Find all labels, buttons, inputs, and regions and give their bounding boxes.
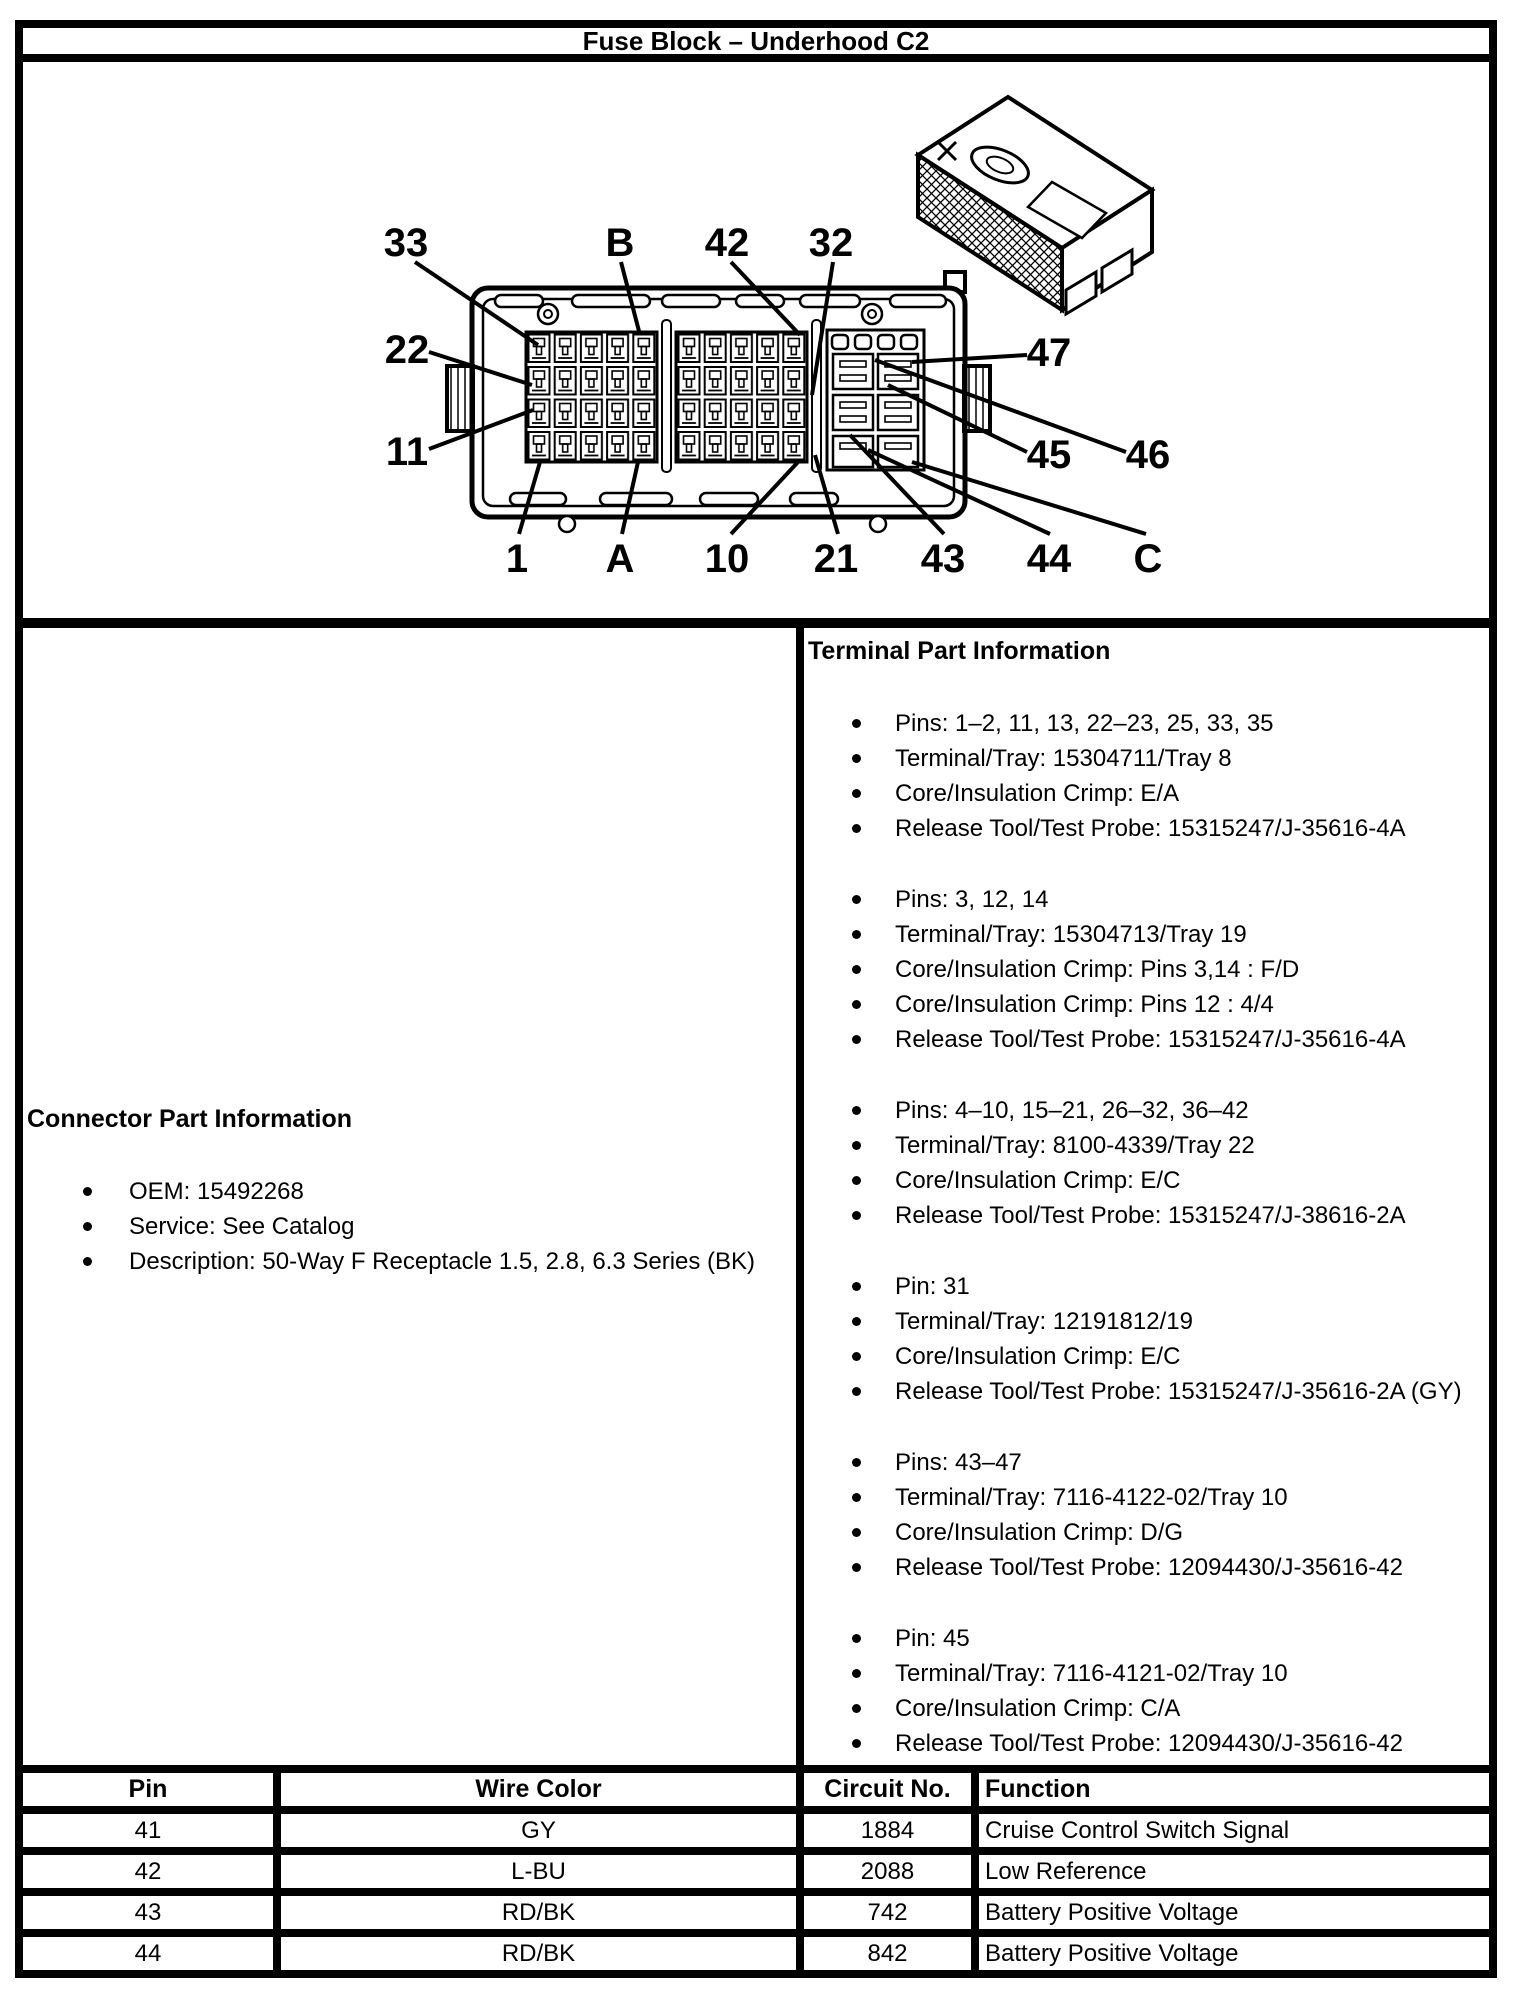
callout-label-44: 44 <box>1026 537 1072 581</box>
bullet-item <box>808 987 1489 1022</box>
column-header-function: Function <box>985 1775 1091 1803</box>
bullet-item <box>808 1128 1489 1163</box>
bullet-item <box>808 776 1489 811</box>
bullet-text: Terminal/Tray: 7116-4121-02/Tray 10 <box>895 1659 1288 1687</box>
bullet-item <box>808 1726 1489 1761</box>
bullet-item <box>808 1515 1489 1550</box>
callout-label-42: 42 <box>704 221 750 265</box>
bullet-text: Terminal/Tray: 7116-4122-02/Tray 10 <box>895 1483 1288 1511</box>
bullet-item <box>808 1093 1489 1128</box>
bullet-text: Core/Insulation Crimp: D/G <box>895 1518 1184 1546</box>
bullet-text: Pins: 4–10, 15–21, 26–32, 36–42 <box>895 1096 1249 1124</box>
bullet-text: Core/Insulation Crimp: E/C <box>895 1166 1181 1194</box>
manual-page <box>15 20 1497 1978</box>
bullet-item <box>808 1445 1489 1480</box>
bullet-text: Release Tool/Test Probe: 15315247/J-35616-4A <box>895 1025 1406 1053</box>
bullet-icon <box>852 824 861 833</box>
wire-color-cell: GY <box>281 1814 804 1847</box>
bullet-item <box>808 1480 1489 1515</box>
pin-cell: 44 <box>23 1937 281 1970</box>
bullet-text: Release Tool/Test Probe: 12094430/J-35616-42 <box>895 1729 1403 1757</box>
column-header-pin: Pin <box>23 1773 281 1806</box>
bullet-text: Release Tool/Test Probe: 15315247/J-38616-2A <box>895 1201 1406 1229</box>
bullet-text: Description: 50-Way F Receptacle 1.5, 2.8, 6.3 Series (BK) <box>129 1247 756 1275</box>
bullet-item <box>808 1621 1489 1656</box>
circuit-no-cell: 2088 <box>804 1855 979 1888</box>
bullet-text: Terminal/Tray: 15304711/Tray 8 <box>895 744 1232 772</box>
callout-label-22: 22 <box>384 328 430 372</box>
circuit-no-cell: 842 <box>804 1937 979 1970</box>
bullet-icon <box>852 930 861 939</box>
bullet-icon <box>852 1387 861 1396</box>
bullet-icon <box>852 1106 861 1115</box>
bullet-text: Core/Insulation Crimp: E/C <box>895 1342 1181 1370</box>
function-cell: Battery Positive Voltage <box>985 1939 1239 1967</box>
bullet-item <box>808 1198 1489 1233</box>
bullet-icon <box>852 1282 861 1291</box>
callout-label-10: 10 <box>704 537 750 581</box>
bullet-icon <box>852 1035 861 1044</box>
bullet-text: Pins: 43–47 <box>895 1448 1022 1476</box>
bullet-icon <box>852 1176 861 1185</box>
callout-label-a: A <box>605 537 635 581</box>
bullet-item <box>27 1174 796 1209</box>
callout-label-1: 1 <box>505 537 529 581</box>
table-row <box>23 1937 1489 1970</box>
bullet-item <box>27 1209 796 1244</box>
diagram-cell <box>23 62 1489 628</box>
terminal-group-6 <box>808 1621 1489 1761</box>
bullet-text: Terminal/Tray: 8100-4339/Tray 22 <box>895 1131 1255 1159</box>
bullet-text: Core/Insulation Crimp: C/A <box>895 1694 1181 1722</box>
bullet-item <box>808 917 1489 952</box>
callout-label-c: C <box>1133 537 1163 581</box>
bullet-text: Core/Insulation Crimp: Pins 3,14 : F/D <box>895 955 1300 983</box>
info-row <box>23 628 1489 1773</box>
bullet-text: Service: See Catalog <box>129 1212 355 1240</box>
callout-label-46: 46 <box>1125 433 1171 477</box>
circuit-no-cell: 1884 <box>804 1814 979 1847</box>
bullet-icon <box>852 1352 861 1361</box>
wire-color-cell: L-BU <box>281 1855 804 1888</box>
terminal-info-heading: Terminal Part Information <box>808 637 1111 665</box>
bullet-icon <box>852 1493 861 1502</box>
bullet-icon <box>852 1211 861 1220</box>
bullet-text: OEM: 15492268 <box>129 1177 304 1205</box>
callout-label-33: 33 <box>383 221 429 265</box>
bullet-item <box>808 1691 1489 1726</box>
bullet-icon <box>852 1458 861 1467</box>
wire-color-cell: RD/BK <box>281 1937 804 1970</box>
bullet-icon <box>83 1257 92 1266</box>
bullet-icon <box>852 1634 861 1643</box>
bullet-icon <box>852 1563 861 1572</box>
bullet-item <box>808 1163 1489 1198</box>
callout-label-32: 32 <box>808 221 854 265</box>
bullet-icon <box>852 1528 861 1537</box>
bullet-item <box>808 811 1489 846</box>
bullet-text: Pins: 3, 12, 14 <box>895 885 1049 913</box>
bullet-icon <box>852 1000 861 1009</box>
bullet-icon <box>852 754 861 763</box>
pin-cell: 43 <box>23 1896 281 1929</box>
bullet-item <box>808 952 1489 987</box>
pin-cell: 42 <box>23 1855 281 1888</box>
terminal-info-section <box>804 628 1489 1765</box>
pin-cell: 41 <box>23 1814 281 1847</box>
function-cell: Low Reference <box>985 1857 1147 1885</box>
terminal-group-4 <box>808 1269 1489 1409</box>
bullet-icon <box>83 1187 92 1196</box>
table-row <box>23 1855 1489 1896</box>
terminal-group-1 <box>808 706 1489 846</box>
bullet-item <box>808 1656 1489 1691</box>
column-header-wire-color: Wire Color <box>281 1773 804 1806</box>
callout-label-b: B <box>605 221 635 265</box>
callout-label-45: 45 <box>1026 433 1072 477</box>
terminal-group-5 <box>808 1445 1489 1585</box>
callout-label-47: 47 <box>1026 331 1072 375</box>
bullet-item <box>808 1304 1489 1339</box>
bullet-item <box>808 1550 1489 1585</box>
bullet-item <box>808 1269 1489 1304</box>
connector-info-heading: Connector Part Information <box>27 1105 353 1133</box>
bullet-icon <box>852 1739 861 1748</box>
bullet-text: Pins: 1–2, 11, 13, 22–23, 25, 33, 35 <box>895 709 1274 737</box>
callout-label-43: 43 <box>920 537 966 581</box>
table-row <box>23 1814 1489 1855</box>
callout-label-21: 21 <box>813 537 859 581</box>
table-header-row <box>23 1773 1489 1814</box>
callout-label-11: 11 <box>385 430 429 474</box>
column-header-circuit-no: Circuit No. <box>804 1773 979 1806</box>
bullet-text: Pin: 45 <box>895 1624 970 1652</box>
connector-info-bullets <box>27 1174 796 1279</box>
bullet-item <box>808 1339 1489 1374</box>
bullet-text: Release Tool/Test Probe: 15315247/J-35616-4A <box>895 814 1406 842</box>
pin-table <box>23 1773 1489 1970</box>
bullet-item <box>808 882 1489 917</box>
connector-info-section <box>23 628 804 1765</box>
page-title: Fuse Block – Underhood C2 <box>582 26 930 56</box>
bullet-icon <box>852 895 861 904</box>
bullet-item <box>808 706 1489 741</box>
bullet-icon <box>852 719 861 728</box>
table-row <box>23 1896 1489 1937</box>
wire-color-cell: RD/BK <box>281 1896 804 1929</box>
function-cell: Battery Positive Voltage <box>985 1898 1239 1926</box>
connector-diagram <box>23 62 1489 618</box>
bullet-text: Terminal/Tray: 12191812/19 <box>895 1307 1193 1335</box>
terminal-group-2 <box>808 882 1489 1057</box>
bullet-item <box>808 1374 1489 1409</box>
title-bar <box>23 28 1489 62</box>
circuit-no-cell: 742 <box>804 1896 979 1929</box>
bullet-item <box>808 1022 1489 1057</box>
bullet-icon <box>852 1141 861 1150</box>
bullet-text: Release Tool/Test Probe: 15315247/J-35616-2A (GY) <box>895 1377 1462 1405</box>
bullet-icon <box>852 789 861 798</box>
bullet-text: Release Tool/Test Probe: 12094430/J-35616-42 <box>895 1553 1403 1581</box>
bullet-icon <box>852 1669 861 1678</box>
bullet-icon <box>852 1317 861 1326</box>
terminal-group-3 <box>808 1093 1489 1233</box>
bullet-item <box>808 741 1489 776</box>
bullet-text: Core/Insulation Crimp: Pins 12 : 4/4 <box>895 990 1274 1018</box>
bullet-item <box>27 1244 796 1279</box>
bullet-text: Terminal/Tray: 15304713/Tray 19 <box>895 920 1247 948</box>
connector-front-view <box>447 272 990 532</box>
bullet-icon <box>83 1222 92 1231</box>
function-cell: Cruise Control Switch Signal <box>985 1816 1290 1844</box>
bullet-icon <box>852 1704 861 1713</box>
bullet-icon <box>852 965 861 974</box>
bullet-text: Core/Insulation Crimp: E/A <box>895 779 1180 807</box>
bullet-text: Pin: 31 <box>895 1272 970 1300</box>
